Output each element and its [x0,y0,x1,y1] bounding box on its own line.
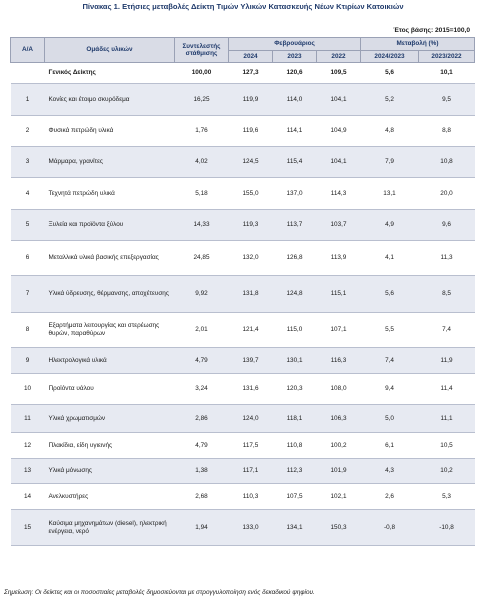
weight-value: 2,01 [175,313,229,348]
index-2022: 107,1 [317,313,361,348]
index-2022: 108,0 [317,374,361,405]
row-number [11,63,45,84]
header-change: Μεταβολή (%) [361,38,475,51]
material-group: Προϊόντα υάλου [45,374,175,405]
table-row [11,313,475,348]
weight-value: 2,86 [175,405,229,433]
material-group: Φυσικά πετρώδη υλικά [45,116,175,147]
change-2023-2022: 10,8 [419,147,475,178]
index-2022: 150,3 [317,510,361,546]
header-group: Ομάδες υλικών [45,38,175,63]
index-2024: 132,0 [229,241,273,276]
index-2023: 120,3 [273,374,317,405]
index-2023: 114,1 [273,116,317,147]
change-2023-2022: 20,0 [419,178,475,210]
material-group: Ανελκυστήρες [45,484,175,510]
weight-value: 16,25 [175,84,229,116]
material-group: Γενικός Δείκτης [45,63,175,84]
index-2022: 116,3 [317,348,361,374]
index-2024: 119,3 [229,210,273,241]
change-2024-2023: 5,6 [361,276,419,313]
row-number: 9 [11,348,45,374]
index-2024: 127,3 [229,63,273,84]
row-number: 10 [11,374,45,405]
weight-value: 24,85 [175,241,229,276]
change-2024-2023: 4,3 [361,459,419,484]
table-row [11,147,475,178]
header-change-2023-2022: 2023/2022 [419,51,475,63]
table-row [11,276,475,313]
row-number: 4 [11,178,45,210]
change-2024-2023: 6,1 [361,433,419,459]
row-number: 5 [11,210,45,241]
index-2024: 117,1 [229,459,273,484]
index-2022: 106,3 [317,405,361,433]
row-number: 7 [11,276,45,313]
change-2023-2022: 7,4 [419,313,475,348]
index-2024: 131,8 [229,276,273,313]
change-2024-2023: 4,1 [361,241,419,276]
index-2023: 107,5 [273,484,317,510]
row-number: 11 [11,405,45,433]
change-2023-2022: 10,5 [419,433,475,459]
table-title: Πίνακας 1. Ετήσιες μεταβολές Δείκτη Τιμών Υλικών Κατασκευής Νέων Κτιρίων Κατοικιών [82,2,404,11]
row-number: 3 [11,147,45,178]
material-group: Πλακίδια, είδη υγιεινής [45,433,175,459]
table-row [11,510,475,546]
base-year-label: Έτος βάσης: 2015=100,0 [393,27,470,34]
change-2024-2023: 4,8 [361,116,419,147]
material-group: Τεχνητά πετρώδη υλικά [45,178,175,210]
material-group: Υλικά ύδρευσης, θέρμανσης, αποχέτευσης [45,276,175,313]
index-2023: 115,4 [273,147,317,178]
table-row [11,484,475,510]
index-2024: 155,0 [229,178,273,210]
index-2022: 114,3 [317,178,361,210]
weight-value: 3,24 [175,374,229,405]
material-group: Καύσιμα μηχανημάτων (diesel), ηλεκτρική ενέργεια, νερό [45,510,175,546]
row-number: 1 [11,84,45,116]
header-aa: Α/Α [11,38,45,63]
index-2022: 101,9 [317,459,361,484]
index-2023: 137,0 [273,178,317,210]
index-2022: 100,2 [317,433,361,459]
change-2023-2022: 10,1 [419,63,475,84]
change-2023-2022: 11,4 [419,374,475,405]
change-2024-2023: 5,6 [361,63,419,84]
index-2023: 130,1 [273,348,317,374]
change-2023-2022: 8,5 [419,276,475,313]
weight-value: 4,02 [175,147,229,178]
header-february: Φεβρουάριος [229,38,361,51]
change-2024-2023: 5,2 [361,84,419,116]
index-2023: 126,8 [273,241,317,276]
weight-value: 1,38 [175,459,229,484]
header-year-2023: 2023 [273,51,317,63]
material-group: Μεταλλικά υλικά βασικής επεξεργασίας [45,241,175,276]
index-2022: 103,7 [317,210,361,241]
index-2023: 113,7 [273,210,317,241]
material-group: Υλικά μόνωσης [45,459,175,484]
change-2024-2023: -0,8 [361,510,419,546]
material-group: Εξαρτήματα λειτουργίας και στερέωσης θυρών, παραθύρων [45,313,175,348]
index-2024: 139,7 [229,348,273,374]
index-2022: 115,1 [317,276,361,313]
change-2023-2022: 9,5 [419,84,475,116]
change-2024-2023: 2,6 [361,484,419,510]
row-number: 6 [11,241,45,276]
material-group: Κονίες και έτοιμο σκυρόδεμα [45,84,175,116]
table-row [11,374,475,405]
index-2024: 121,4 [229,313,273,348]
table-row [11,84,475,116]
change-2023-2022: 11,3 [419,241,475,276]
material-group: Ηλεκτρολογικά υλικά [45,348,175,374]
change-2024-2023: 5,0 [361,405,419,433]
general-index-row [11,63,475,84]
change-2023-2022: 11,1 [419,405,475,433]
table-row [11,178,475,210]
weight-value: 4,79 [175,348,229,374]
weight-value: 1,94 [175,510,229,546]
index-2024: 110,3 [229,484,273,510]
index-2022: 102,1 [317,484,361,510]
weight-value: 4,79 [175,433,229,459]
header-year-2024: 2024 [229,51,273,63]
index-2023: 115,0 [273,313,317,348]
index-2024: 131,6 [229,374,273,405]
change-2024-2023: 7,9 [361,147,419,178]
index-2024: 124,0 [229,405,273,433]
material-group: Ξυλεία και προϊόντα ξύλου [45,210,175,241]
weight-value: 2,68 [175,484,229,510]
change-2023-2022: 9,6 [419,210,475,241]
index-2022: 104,1 [317,84,361,116]
index-2024: 124,5 [229,147,273,178]
change-2023-2022: 11,9 [419,348,475,374]
material-group: Υλικά χρωματισμών [45,405,175,433]
index-2023: 112,3 [273,459,317,484]
table-row [11,459,475,484]
table-row [11,348,475,374]
weight-value: 5,18 [175,178,229,210]
change-2023-2022: 5,3 [419,484,475,510]
row-number: 14 [11,484,45,510]
header-year-2022: 2022 [317,51,361,63]
weight-value: 1,76 [175,116,229,147]
index-2023: 114,0 [273,84,317,116]
row-number: 8 [11,313,45,348]
change-2023-2022: 10,2 [419,459,475,484]
weight-value: 9,92 [175,276,229,313]
index-2022: 113,9 [317,241,361,276]
row-number: 15 [11,510,45,546]
index-2024: 117,5 [229,433,273,459]
material-group: Μάρμαρα, γρανίτες [45,147,175,178]
row-number: 12 [11,433,45,459]
table-row [11,116,475,147]
index-2022: 109,5 [317,63,361,84]
index-2024: 133,0 [229,510,273,546]
index-2022: 104,9 [317,116,361,147]
index-2023: 120,6 [273,63,317,84]
header-change-2024-2023: 2024/2023 [361,51,419,63]
change-2024-2023: 7,4 [361,348,419,374]
header-weight: Συντελεστής στάθμισης [175,38,229,63]
change-2024-2023: 9,4 [361,374,419,405]
price-index-table [10,37,475,546]
change-2023-2022: 8,8 [419,116,475,147]
change-2024-2023: 5,5 [361,313,419,348]
table-row [11,241,475,276]
weight-value: 14,33 [175,210,229,241]
row-number: 13 [11,459,45,484]
index-2023: 110,8 [273,433,317,459]
index-2023: 124,8 [273,276,317,313]
footnote: Σημείωση: Οι δείκτες και οι ποσοστιαίες μεταβολές δημοσιεύονται με στρογγυλοποίηση ενός δεκαδικού ψηφίου. [4,589,315,596]
change-2024-2023: 13,1 [361,178,419,210]
table-row [11,210,475,241]
index-2022: 104,1 [317,147,361,178]
table-row [11,405,475,433]
index-2024: 119,9 [229,84,273,116]
index-2024: 119,6 [229,116,273,147]
weight-value: 100,00 [175,63,229,84]
index-2023: 118,1 [273,405,317,433]
index-2023: 134,1 [273,510,317,546]
row-number: 2 [11,116,45,147]
change-2024-2023: 4,9 [361,210,419,241]
table-row [11,433,475,459]
change-2023-2022: -10,8 [419,510,475,546]
